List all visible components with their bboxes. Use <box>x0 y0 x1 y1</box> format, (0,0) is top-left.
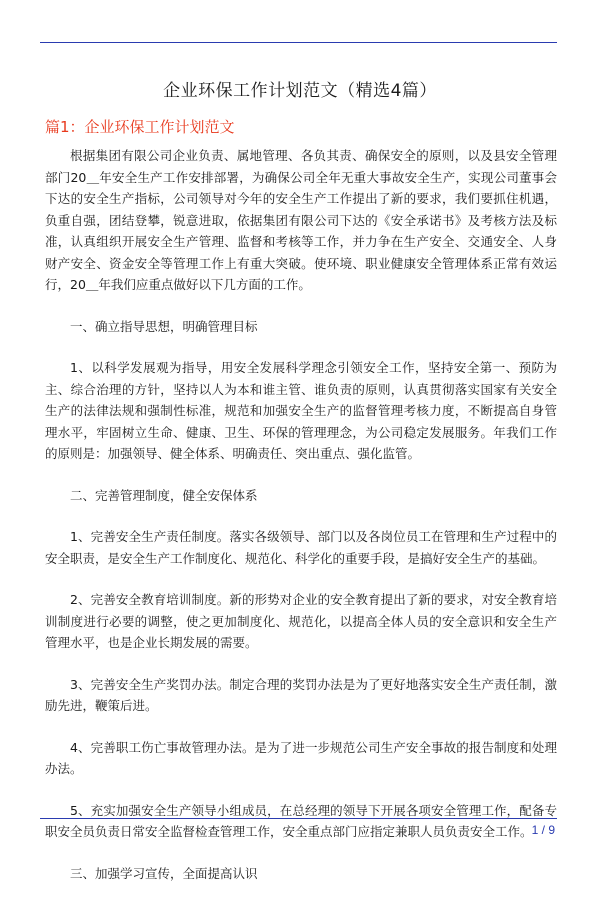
header-rule <box>40 42 557 43</box>
page-number: 1 / 9 <box>531 823 555 837</box>
heading-management-system: 二、完善管理制度，健全安保体系 <box>70 487 258 503</box>
paragraph-responsibility-system: 1、完善安全生产责任制度。落实各级领导、部门以及各岗位员工在管理和生产过程中的安全职责，是安全生产工作制度化、规范化、科学化的重要手段，是搞好安全生产的基础。 <box>45 529 557 566</box>
paragraph-accident-management: 4、完善职工伤亡事故管理办法。是为了进一步规范公司生产安全事故的报告制度和处理办法。 <box>45 739 557 776</box>
paragraph-reward-penalty: 3、完善安全生产奖罚办法。制定合理的奖罚办法是为了更好地落实安全生产责任制，激励先进，鞭策后进。 <box>45 676 557 713</box>
document-body <box>45 145 557 904</box>
heading-study-publicity: 三、加强学习宣传，全面提高认识 <box>70 865 258 881</box>
document-title: 企业环保工作计划范文（精选4篇） <box>163 81 437 101</box>
section-title: 篇1：企业环保工作计划范文 <box>45 118 235 136</box>
paragraph-training-system: 2、完善安全教育培训制度。新的形势对企业的安全教育提出了新的要求，对安全教育培训制度进行必要的调整，使之更加制度化、规范化，以提高全体人员的安全意识和安全生产管理水平，也是企业长期发展的需要。 <box>45 592 557 650</box>
paragraph-scientific-development: 1、以科学发展观为指导，用安全发展科学理念引领安全工作，坚持安全第一、预防为主、综合治理的方针，坚持以人为本和谁主管、谁负责的原则，认真贯彻落实国家有关安全生产的法律法规和强制性标准，规范和加强安全生产的监督管理考核力度，不断提高自身管理水平，牢固树立生命、健康、卫生、环保的管理理念，为公司稳定发展服务。年我们工作的原则是：加强领导、健全体系、明确责任、突出重点、强化监管。 <box>45 360 557 461</box>
footer-rule <box>40 818 557 819</box>
paragraph-leadership-group: 5、充实加强安全生产领导小组成员，在总经理的领导下开展各项安全管理工作，配备专职安全员负责日常安全监督检查管理工作，安全重点部门应指定兼职人员负责安全工作。 <box>45 802 557 839</box>
heading-guiding-ideology: 一、确立指导思想，明确管理目标 <box>70 318 258 334</box>
paragraph-intro: 根据集团有限公司企业负责、属地管理、各负其责、确保安全的原则，以及县安全管理部门20＿年安全生产工作安排部署，为确保公司全年无重大事故安全生产，实现公司董事会下达的安全生产指标，公司领导对今年的安全生产工作提出了新的要求，我们要抓住机遇，负重自强，团结登攀，锐意进取，依据集团有限公司下达的《安全承诺书》及考核方法及标准，认真组织开展安全生产管理、监督和考核等工作，并力争在生产安全、交通安全、人身财产安全、资金安全等管理工作上有重大突破。使环境、职业健康安全管理体系正常有效运行，20＿年我们应重点做好以下几方面的工作。 <box>45 148 557 292</box>
